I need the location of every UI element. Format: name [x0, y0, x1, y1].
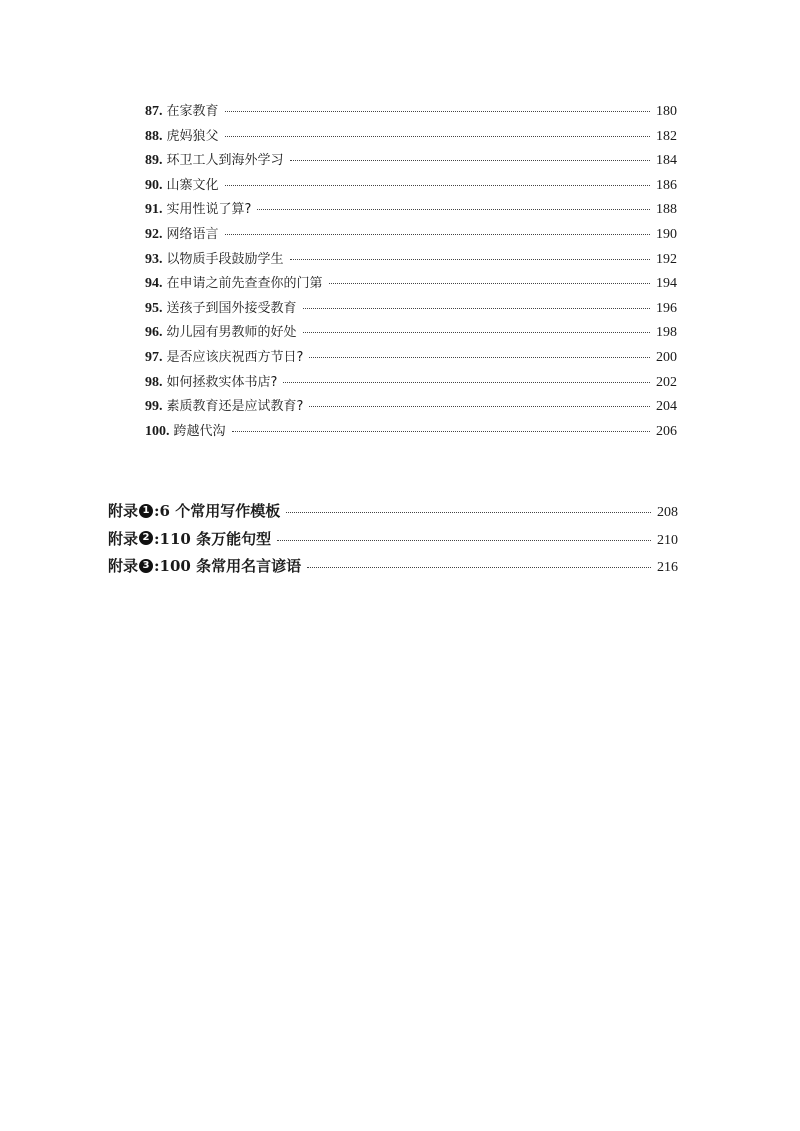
entry-page: 182 [656, 128, 677, 144]
toc-entry[interactable] [145, 395, 677, 420]
entry-page: 184 [656, 153, 677, 169]
dot-leader [290, 160, 650, 161]
entry-title: 环卫工人到海外学习 [166, 153, 284, 169]
entry-number: 91. [145, 202, 163, 218]
entry-title: 送孩子到国外接受教育 [166, 300, 297, 316]
appendix-label [108, 555, 301, 576]
dot-leader [277, 540, 651, 541]
entry-title: 虎妈狼父 [166, 128, 219, 144]
dot-leader [257, 209, 650, 210]
dot-leader [303, 308, 650, 309]
appendix-page: 216 [657, 560, 678, 575]
dot-leader [329, 283, 650, 284]
toc-entry[interactable] [145, 272, 677, 297]
appendix-entry[interactable] [108, 500, 678, 528]
entry-title: 是否应该庆祝西方节日? [166, 349, 304, 365]
entry-title: 如何拯救实体书店? [166, 374, 278, 390]
entry-title: 网络语言 [166, 226, 219, 242]
entry-number: 89. [145, 153, 163, 169]
entry-title: 幼儿园有男教师的好处 [166, 325, 297, 341]
entry-page: 202 [656, 374, 677, 390]
toc-entry[interactable] [145, 346, 677, 371]
dot-leader [303, 332, 650, 333]
table-of-contents [145, 100, 677, 444]
toc-entry[interactable] [145, 223, 677, 248]
appendix-title: :6 个常用写作模板 [154, 502, 281, 520]
dot-leader [232, 431, 650, 432]
toc-entry[interactable] [145, 297, 677, 322]
number-badge-icon: 2 [139, 531, 153, 545]
toc-entry[interactable] [145, 174, 677, 199]
entry-number: 92. [145, 226, 163, 242]
toc-entry[interactable] [145, 321, 677, 346]
appendix-page: 208 [657, 505, 678, 520]
appendix-title: :100 条常用名言谚语 [154, 557, 302, 575]
entry-page: 198 [656, 325, 677, 341]
dot-leader [309, 406, 650, 407]
entry-number: 88. [145, 128, 163, 144]
dot-leader [225, 111, 650, 112]
entry-title: 素质教育还是应试教育? [166, 399, 304, 415]
toc-entry[interactable] [145, 149, 677, 174]
dot-leader [225, 185, 650, 186]
entry-page: 192 [656, 251, 677, 267]
entry-title: 以物质手段鼓励学生 [166, 251, 284, 267]
entry-title: 在申请之前先查查你的门第 [166, 276, 323, 292]
appendix-label [108, 528, 271, 549]
appendix-prefix: 附录 [108, 557, 139, 575]
entry-page: 188 [656, 202, 677, 218]
entry-number: 94. [145, 276, 163, 292]
entry-page: 186 [656, 177, 677, 193]
entry-number: 98. [145, 374, 163, 390]
entry-number: 96. [145, 325, 163, 341]
entry-page: 180 [656, 104, 677, 119]
toc-entry[interactable] [145, 420, 677, 445]
toc-entry[interactable] [145, 125, 677, 150]
entry-page: 196 [656, 300, 677, 316]
toc-entry[interactable] [145, 371, 677, 396]
entry-title: 实用性说了算? [166, 202, 252, 218]
entry-title: 山寨文化 [166, 177, 219, 193]
appendix-entry[interactable] [108, 528, 678, 556]
entry-number: 99. [145, 399, 163, 415]
appendix-prefix: 附录 [108, 529, 139, 548]
number-badge-icon: 1 [139, 504, 153, 518]
entry-number: 93. [145, 251, 163, 267]
toc-entry[interactable] [145, 248, 677, 273]
toc-entry[interactable] [145, 198, 677, 223]
entry-page: 200 [656, 349, 677, 365]
entry-number: 87. [145, 104, 163, 119]
dot-leader [286, 512, 651, 513]
entry-page: 206 [656, 423, 677, 439]
dot-leader [283, 382, 650, 383]
entry-number: 97. [145, 349, 163, 365]
dot-leader [290, 259, 650, 260]
dot-leader [225, 234, 650, 235]
appendix-title: :110 条万能句型 [154, 529, 272, 548]
entry-title: 跨越代沟 [173, 423, 226, 439]
number-badge-icon: 3 [139, 559, 153, 573]
appendix-list [108, 500, 678, 583]
appendix-label [108, 500, 280, 521]
entry-number: 90. [145, 177, 163, 193]
entry-page: 204 [656, 399, 677, 415]
entry-page: 194 [656, 276, 677, 292]
entry-number: 100. [145, 423, 170, 439]
entry-title: 在家教育 [166, 104, 219, 119]
entry-number: 95. [145, 300, 163, 316]
appendix-entry[interactable] [108, 555, 678, 583]
toc-entry[interactable] [145, 100, 677, 125]
dot-leader [225, 136, 650, 137]
entry-page: 190 [656, 226, 677, 242]
dot-leader [307, 567, 651, 568]
dot-leader [309, 357, 650, 358]
appendix-prefix: 附录 [108, 502, 139, 520]
appendix-page: 210 [657, 532, 678, 548]
